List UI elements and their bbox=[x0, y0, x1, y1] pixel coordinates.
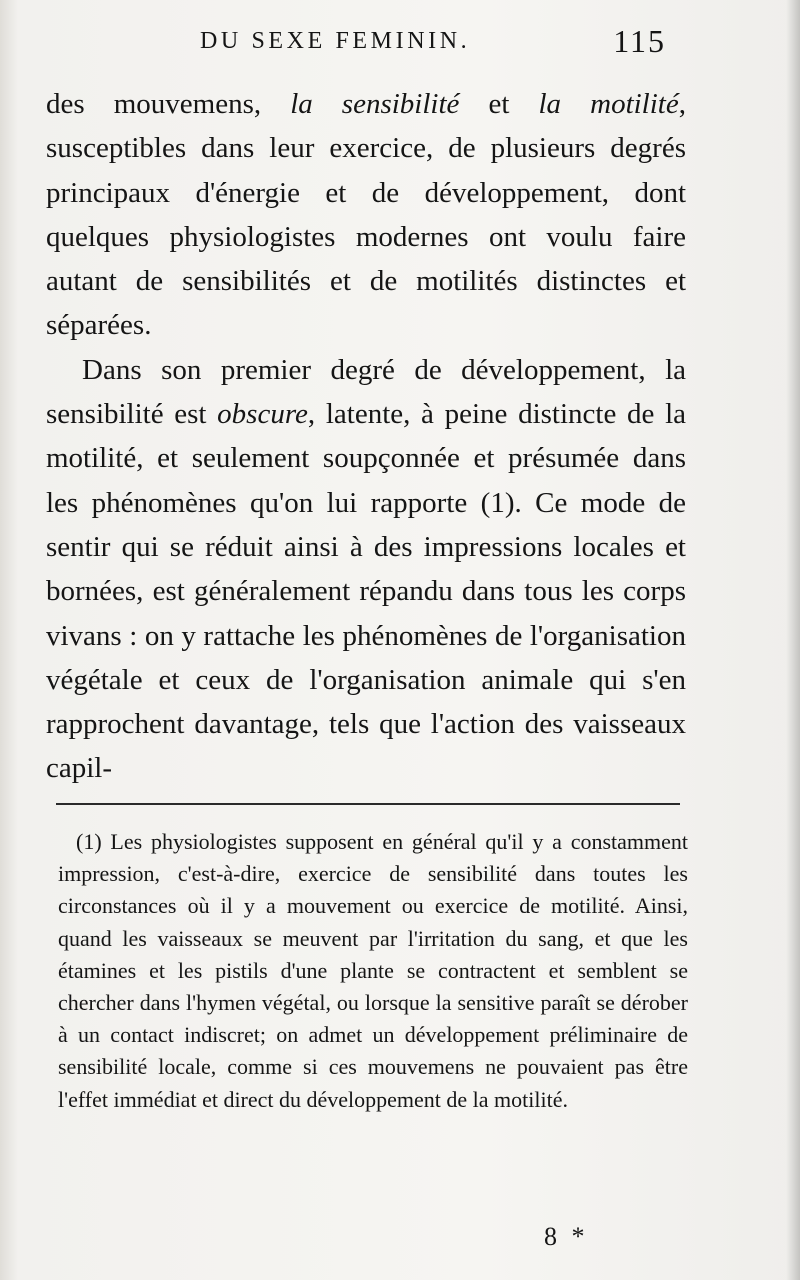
signature-mark: 8 * bbox=[544, 1222, 589, 1251]
italic-term-motilite: la motilité bbox=[538, 88, 679, 120]
main-text bbox=[46, 82, 686, 791]
paragraph-2-text: Dans son premier degré de développement, la sensibilité est bbox=[46, 353, 686, 431]
running-title: DU SEXE FEMININ. bbox=[200, 28, 471, 54]
italic-term-obscure: obscure bbox=[217, 398, 308, 431]
italic-term-sensibilite: la sensibilité bbox=[290, 88, 460, 120]
page-number: 115 bbox=[613, 23, 666, 59]
paragraph-1-text: , susceptibles dans leur exercice, de plusieurs degrés principaux d'énergie et de développement, dont quelques physiologistes modernes ont voulu faire autant de sensibilités et de motilités distinctes et séparées. bbox=[46, 88, 686, 342]
footnote-separator bbox=[56, 803, 680, 805]
page-edge-shadow bbox=[786, 0, 800, 1280]
paragraph-2-text: , latente, à peine distincte de la motilité, et seulement soupçonnée et présumée dans les phénomènes qu'on lui rapporte (1). Ce mode de sentir qui se réduit ainsi à des impressions locales et bornées, est généralement répandu dans tous les corps vivans : on y rattache les phénomènes de l'organisation végétale et ceux de l'organisation animale qui s'en rapprochent davantage, tels que l'action des vaisseaux capil- bbox=[46, 398, 686, 785]
footnote: (1) Les physiologistes supposent en général qu'il y a constamment impression, c'est-à-dire, exercice de sensibilité dans toutes les circonstances où il y a mouvement ou exercice de motilité. Ainsi, quand les vaisseaux se meuvent par l'irritation du sang, et que les étamines et les pistils d'une plante se contractent et semblent se chercher dans l'hymen végétal, ou lorsque la sensitive paraît se dérober à un contact indiscret; on admet un développement préliminaire de sensibilité locale, comme si ces mouvemens ne pouvaient pas être l'effet immédiat et direct du développement de la motilité. bbox=[58, 829, 688, 1112]
paragraph-1-text: et bbox=[459, 88, 539, 120]
page-header bbox=[200, 23, 680, 78]
paragraph-2 bbox=[46, 348, 686, 791]
paragraph-1-text: des mouvemens, bbox=[46, 88, 291, 120]
paragraph-1 bbox=[46, 82, 686, 348]
